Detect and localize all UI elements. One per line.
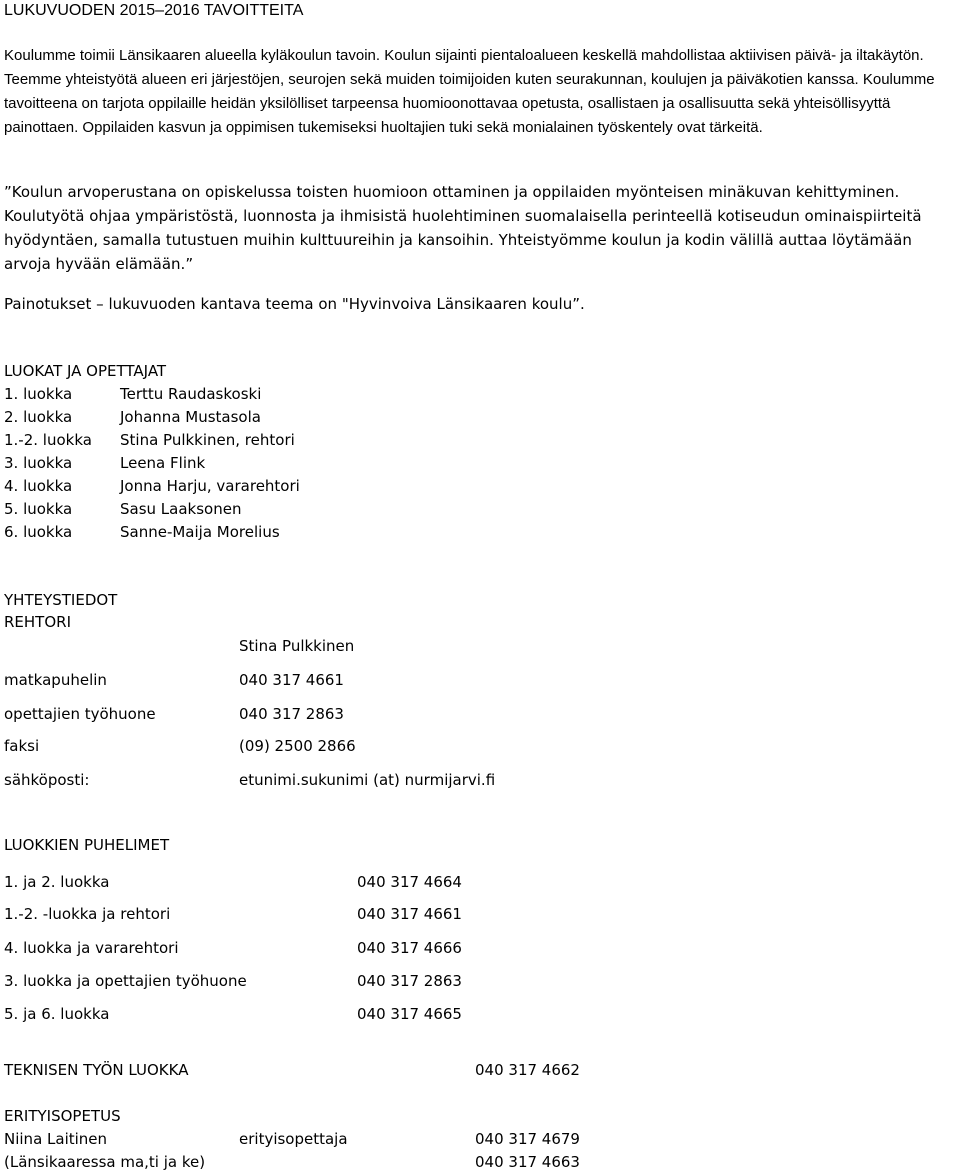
phone-number: 040 317 4666: [357, 939, 462, 957]
special-ed-phone: 040 317 4679: [475, 1130, 580, 1148]
class-grade: 6. luokka: [4, 523, 73, 541]
class-teacher: Stina Pulkkinen, rehtori: [120, 431, 295, 449]
special-ed-name: (Länsikaaressa ma,ti ja ke): [4, 1153, 206, 1171]
class-phones-heading: LUOKKIEN PUHELIMET: [4, 836, 170, 854]
principal-name: Stina Pulkkinen: [239, 637, 355, 655]
contact-value email-address: etunimi.sukunimi (at) nurmijarvi.fi: [239, 771, 496, 789]
intro-text-1: Koulumme toimii Länsikaaren alueella kyläkoulun tavoin. Koulun sijainti pientaloalueen keskellä mahdollistaa aktiivisen päivä- ja iltakäytön. Teemme yhteistyötä alueen eri järjestöjen, seurojen sekä muiden toimijoiden kuten seurakunnan, koulujen ja päiväkotien kanssa.: [4, 47, 924, 88]
class-grade: 3. luokka: [4, 454, 73, 472]
class-teacher: Leena Flink: [120, 454, 206, 472]
special-ed-phone: 040 317 4663: [475, 1153, 580, 1171]
class-grade: 2. luokka: [4, 408, 73, 426]
class-grade: 1.-2. luokka: [4, 431, 92, 449]
intro-text-3: Oppilaiden kasvun ja oppimisen tukemiseksi huoltajien tuki sekä monialainen työskentely ovat tärkeitä.: [82, 119, 763, 136]
classes-heading: LUOKAT JA OPETTAJAT: [4, 362, 167, 380]
phone-number: 040 317 4661: [357, 905, 462, 923]
special-ed-name: Niina Laitinen: [4, 1130, 108, 1148]
phone-number: 040 317 4664: [357, 873, 462, 891]
technical-phone: 040 317 4662: [475, 1061, 580, 1079]
class-teacher: Jonna Harju, vararehtori: [120, 477, 300, 495]
intro-paragraph: [4, 44, 956, 140]
contacts-heading: YHTEYSTIEDOT: [4, 591, 118, 609]
phone-label: 3. luokka ja opettajien työhuone: [4, 972, 247, 990]
contact-value: 040 317 2863: [239, 705, 344, 723]
values-quote: ”Koulun arvoperustana on opiskelussa toisten huomioon ottaminen ja oppilaiden myönteisen minäkuvan kehittyminen. Koulutyötä ohjaa ympäristöstä, luonnosta ja ihmisistä huolehtiminen suomalaisella perinteellä kotiseudun ominaispiirteitä hyödyntäen, samalla tutustuen muihin kulttuureihin ja kansoihin. Yhteistyömme koulun ja kodin välillä auttaa löytämään arvoja hyvään elämään.”: [4, 183, 922, 273]
phone-label: 1.-2. -luokka ja rehtori: [4, 905, 171, 923]
technical-label: TEKNISEN TYÖN LUOKKA: [4, 1061, 189, 1079]
class-teacher: Johanna Mustasola: [120, 408, 261, 426]
contact-label: opettajien työhuone: [4, 705, 156, 723]
class-grade: 5. luokka: [4, 500, 73, 518]
intro-text-2: Koulumme tavoitteena on tarjota oppilaille heidän yksilölliset tarpeensa huomioonottavaa opetusta, osallistaen ja osallisuutta sekä yhteisöllisyyttä painottaen.: [4, 71, 935, 136]
contact-label: faksi: [4, 737, 40, 755]
class-teacher: Sasu Laaksonen: [120, 500, 242, 518]
phone-number: 040 317 4665: [357, 1005, 462, 1023]
phone-number: 040 317 2863: [357, 972, 462, 990]
special-ed-heading: ERITYISOPETUS: [4, 1107, 121, 1125]
class-grade: 4. luokka: [4, 477, 73, 495]
emphasis-line: Painotukset – lukuvuoden kantava teema on "Hyvinvoiva Länsikaaren koulu”.: [4, 295, 585, 313]
principal-label: REHTORI: [4, 613, 71, 631]
page-title: LUKUVUODEN 2015–2016 TAVOITTEITA: [4, 2, 304, 19]
phone-label: 5. ja 6. luokka: [4, 1005, 110, 1023]
contact-value: (09) 2500 2866: [239, 737, 356, 755]
contact-label: sähköposti:: [4, 771, 90, 789]
contact-label: matkapuhelin: [4, 671, 107, 689]
class-teacher: Terttu Raudaskoski: [120, 385, 262, 403]
class-grade: 1. luokka: [4, 385, 73, 403]
contact-value: 040 317 4661: [239, 671, 344, 689]
phone-label: 1. ja 2. luokka: [4, 873, 110, 891]
phone-label: 4. luokka ja vararehtori: [4, 939, 179, 957]
special-ed-role: erityisopettaja: [239, 1130, 348, 1148]
class-teacher: Sanne-Maija Morelius: [120, 523, 280, 541]
